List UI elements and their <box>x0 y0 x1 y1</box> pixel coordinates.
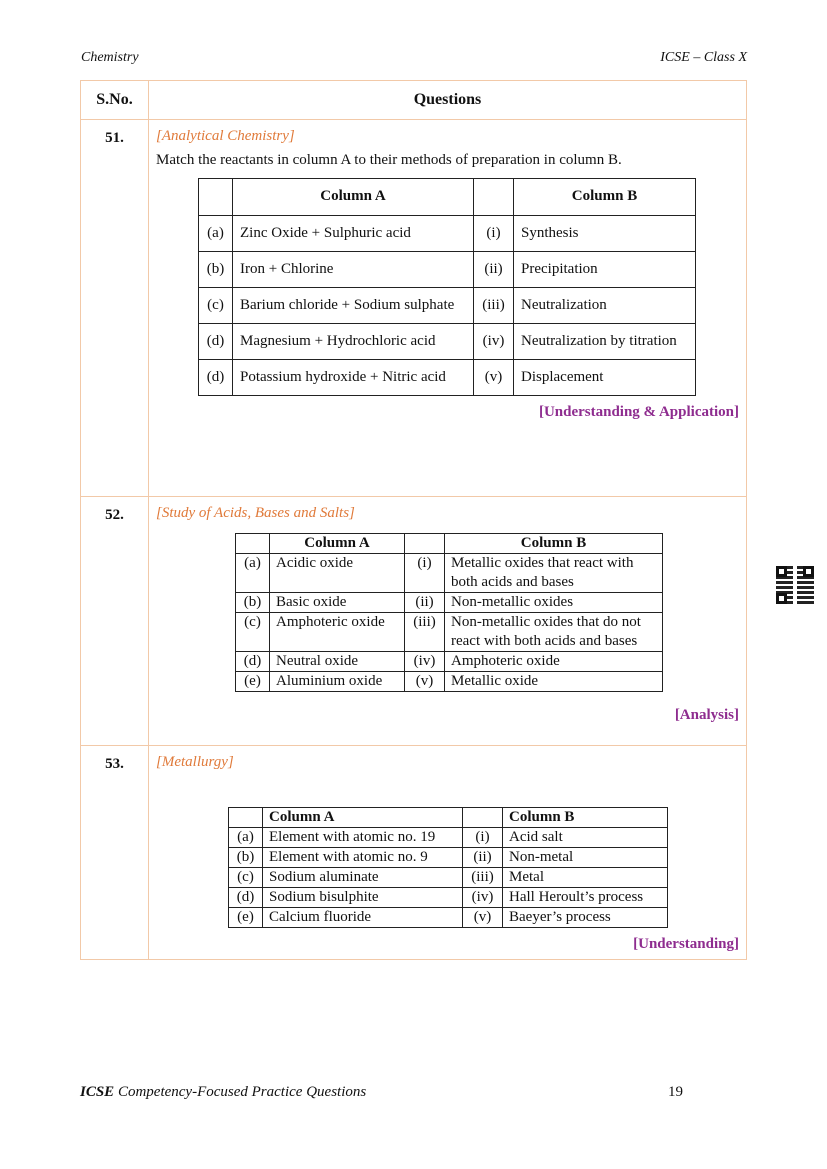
question-number: 53. <box>81 746 149 960</box>
match-table <box>228 807 668 928</box>
column-b-cell: Neutralization by titration <box>514 324 696 360</box>
column-b-header: Column B <box>503 808 668 828</box>
row-label-a: (d) <box>229 888 263 908</box>
row-label-b: (iv) <box>405 652 445 672</box>
table-row <box>229 828 668 848</box>
questions-table <box>80 80 747 960</box>
table-row <box>199 288 696 324</box>
footer-brand: ICSE <box>80 1084 115 1100</box>
column-a-cell: Iron + Chlorine <box>233 252 474 288</box>
row-label-b: (iii) <box>474 288 514 324</box>
column-a-cell: Amphoteric oxide <box>270 613 405 652</box>
column-b-cell: Metallic oxide <box>445 672 663 692</box>
row-label-a: (b) <box>199 252 233 288</box>
column-a-header: Column A <box>263 808 463 828</box>
blank-cell <box>236 534 270 554</box>
column-b-header: Column B <box>445 534 663 554</box>
row-label-b: (v) <box>474 360 514 396</box>
question-text: Match the reactants in column A to their methods of preparation in column B. <box>156 152 622 168</box>
table-row <box>236 593 663 613</box>
table-header-row <box>81 81 747 120</box>
table-row <box>199 216 696 252</box>
row-label-a: (d) <box>199 324 233 360</box>
header-subject: Chemistry <box>81 50 139 65</box>
match-header-row <box>236 534 663 554</box>
row-label-a: (a) <box>229 828 263 848</box>
column-a-cell: Neutral oxide <box>270 652 405 672</box>
question-content <box>149 120 747 497</box>
column-b-cell: Metal <box>503 868 668 888</box>
row-label-b: (ii) <box>405 593 445 613</box>
question-topic: [Study of Acids, Bases and Salts] <box>156 505 355 521</box>
column-a-cell: Barium chloride + Sodium sulphate <box>233 288 474 324</box>
skill-tag: [Understanding & Application] <box>538 404 739 420</box>
row-label-a: (a) <box>236 554 270 593</box>
row-label-a: (a) <box>199 216 233 252</box>
row-label-b: (iv) <box>463 888 503 908</box>
qr-code-icon[interactable] <box>776 566 814 604</box>
row-label-a: (b) <box>236 593 270 613</box>
column-b-cell: Baeyer’s process <box>503 908 668 928</box>
column-b-cell: Metallic oxides that react with both acids and bases <box>445 554 663 593</box>
column-b-cell: Displacement <box>514 360 696 396</box>
column-b-cell: Non-metal <box>503 848 668 868</box>
question-row-51 <box>81 120 747 497</box>
table-row <box>199 360 696 396</box>
row-label-b: (iv) <box>474 324 514 360</box>
column-a-cell: Potassium hydroxide + Nitric acid <box>233 360 474 396</box>
question-number: 51. <box>81 120 149 497</box>
blank-cell <box>474 179 514 216</box>
footer-title <box>80 1084 366 1101</box>
blank-cell <box>463 808 503 828</box>
question-topic: [Analytical Chemistry] <box>156 128 295 144</box>
row-label-a: (b) <box>229 848 263 868</box>
match-table <box>235 533 663 692</box>
column-b-cell: Hall Heroult’s process <box>503 888 668 908</box>
question-row-53 <box>81 746 747 960</box>
row-label-b: (iii) <box>463 868 503 888</box>
row-label-a: (c) <box>229 868 263 888</box>
questions-header: Questions <box>149 81 747 120</box>
row-label-b: (i) <box>463 828 503 848</box>
blank-cell <box>229 808 263 828</box>
column-b-header: Column B <box>514 179 696 216</box>
column-b-cell: Synthesis <box>514 216 696 252</box>
row-label-b: (i) <box>405 554 445 593</box>
page-number: 19 <box>668 1084 683 1100</box>
table-row <box>229 888 668 908</box>
column-a-cell: Sodium aluminate <box>263 868 463 888</box>
table-row <box>229 848 668 868</box>
question-row-52 <box>81 497 747 746</box>
column-b-cell: Precipitation <box>514 252 696 288</box>
header-board: ICSE – Class X <box>660 50 747 65</box>
column-b-cell: Non-metallic oxides <box>445 593 663 613</box>
sno-header: S.No. <box>81 81 149 120</box>
column-a-cell: Sodium bisulphite <box>263 888 463 908</box>
blank-cell <box>199 179 233 216</box>
row-label-a: (e) <box>229 908 263 928</box>
column-a-cell: Acidic oxide <box>270 554 405 593</box>
table-row <box>229 908 668 928</box>
column-a-cell: Element with atomic no. 9 <box>263 848 463 868</box>
table-row <box>236 652 663 672</box>
column-a-cell: Zinc Oxide + Sulphuric acid <box>233 216 474 252</box>
row-label-b: (v) <box>463 908 503 928</box>
question-topic: [Metallurgy] <box>156 754 234 770</box>
column-a-header: Column A <box>270 534 405 554</box>
row-label-a: (d) <box>236 652 270 672</box>
table-row <box>236 554 663 593</box>
table-row <box>236 672 663 692</box>
row-label-a: (c) <box>199 288 233 324</box>
match-header-row <box>229 808 668 828</box>
column-b-cell: Non-metallic oxides that do not react with both acids and bases <box>445 613 663 652</box>
column-a-cell: Calcium fluoride <box>263 908 463 928</box>
column-a-header: Column A <box>233 179 474 216</box>
table-row <box>229 868 668 888</box>
table-row <box>236 613 663 652</box>
skill-tag: [Understanding] <box>633 936 739 952</box>
match-header-row <box>199 179 696 216</box>
row-label-b: (iii) <box>405 613 445 652</box>
row-label-a: (c) <box>236 613 270 652</box>
row-label-b: (ii) <box>474 252 514 288</box>
column-a-cell: Magnesium + Hydrochloric acid <box>233 324 474 360</box>
blank-cell <box>405 534 445 554</box>
row-label-b: (i) <box>474 216 514 252</box>
question-content <box>149 746 747 960</box>
column-a-cell: Basic oxide <box>270 593 405 613</box>
row-label-a: (d) <box>199 360 233 396</box>
column-b-cell: Acid salt <box>503 828 668 848</box>
column-a-cell: Aluminium oxide <box>270 672 405 692</box>
row-label-b: (v) <box>405 672 445 692</box>
column-a-cell: Element with atomic no. 19 <box>263 828 463 848</box>
table-row <box>199 252 696 288</box>
table-row <box>199 324 696 360</box>
row-label-b: (ii) <box>463 848 503 868</box>
footer-title-text: Competency-Focused Practice Questions <box>117 1084 367 1100</box>
column-b-cell: Neutralization <box>514 288 696 324</box>
column-b-cell: Amphoteric oxide <box>445 652 663 672</box>
question-content <box>149 497 747 746</box>
question-number: 52. <box>81 497 149 746</box>
row-label-a: (e) <box>236 672 270 692</box>
match-table <box>198 178 696 396</box>
skill-tag: [Analysis] <box>674 707 739 723</box>
qr-finder-pattern <box>776 593 787 604</box>
